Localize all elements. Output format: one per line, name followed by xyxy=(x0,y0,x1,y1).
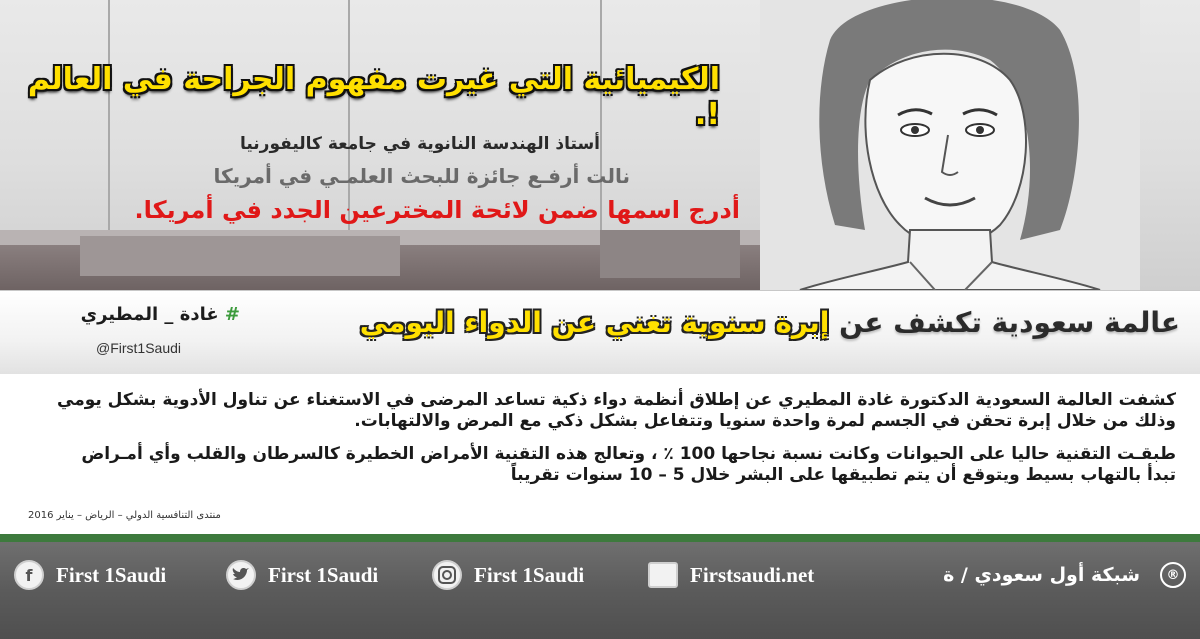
body-line: كشفت العالمة السعودية الدكتورة غادة المطيري عن إطلاق أنظمة دواء ذكية تساعد المرضى في الاستغناء عن تناول الأدوية بشكل يومي xyxy=(57,390,1176,410)
source-note: منتدى التنافسية الدولي – الرياض – يناير 2016 xyxy=(28,510,221,521)
facebook-icon: f xyxy=(14,560,44,590)
background-block xyxy=(80,236,400,276)
instagram-label: First 1Saudi xyxy=(474,562,585,587)
body-line: وذلك من خلال إبرة تحقن في الجسم لمرة واحدة سنويا وتتفاعل بشكل ذكي مع المرض والالتهابات. xyxy=(354,411,1176,431)
twitter-label: First 1Saudi xyxy=(268,562,379,587)
body-line: تبدأ بالتهاب بسيط ويتوقع أن يتم تطبيقها على البشر خلال 5 – 10 سنوات تقريباً xyxy=(510,465,1176,485)
article-title-highlight: إبرة سنوية تغني عن الدواء اليومي xyxy=(359,306,830,339)
footer-website[interactable] xyxy=(648,560,814,590)
body-line: طبقـت التقنية حاليا على الحيوانات وكانت نسبة نجاحها 100 ٪ ، وتعالج هذه التقنية الأمراض الخطيرة كالسرطان والقلب وأي أمـراض xyxy=(81,444,1176,464)
subtitle-inventors: أدرج اسمها ضمن لائحة المخترعين الجدد في أمريكا. xyxy=(134,196,740,224)
portrait-sketch xyxy=(760,0,1140,290)
network-name: شبكة أول سعودي / ة xyxy=(943,564,1140,586)
hashtag-symbol: # xyxy=(224,304,240,325)
article-title xyxy=(280,306,1180,339)
footer-bar xyxy=(0,542,1200,639)
headline: الكيميائية التي غيرت مفهوم الجراحة في العالم !. xyxy=(27,62,720,132)
footer-facebook[interactable] xyxy=(14,560,166,590)
banner xyxy=(0,0,1200,290)
footer-twitter[interactable] xyxy=(226,560,378,590)
subtitle-professor: أستاذ الهندسة النانوية في جامعة كاليفورنيا xyxy=(239,134,600,154)
hashtag-text: غادة _ المطيري xyxy=(80,304,219,325)
website-label: Firstsaudi.net xyxy=(690,562,815,587)
article-title-main: عالمة سعودية تكشف عن xyxy=(829,306,1180,339)
background-block xyxy=(600,230,740,278)
footer-accent-line xyxy=(0,534,1200,542)
twitter-icon xyxy=(226,560,256,590)
hashtag[interactable] xyxy=(60,304,240,325)
subtitle-award: نالت أرفـع جائزة للبحث العلمـي في أمريكا xyxy=(213,164,630,188)
instagram-icon xyxy=(432,560,462,590)
footer-instagram[interactable] xyxy=(432,560,584,590)
facebook-label: First 1Saudi xyxy=(56,562,167,587)
twitter-handle[interactable]: @First1Saudi xyxy=(96,340,182,356)
article-body xyxy=(26,390,1176,486)
monitor-icon xyxy=(648,562,678,588)
registered-icon: ® xyxy=(1160,562,1186,588)
